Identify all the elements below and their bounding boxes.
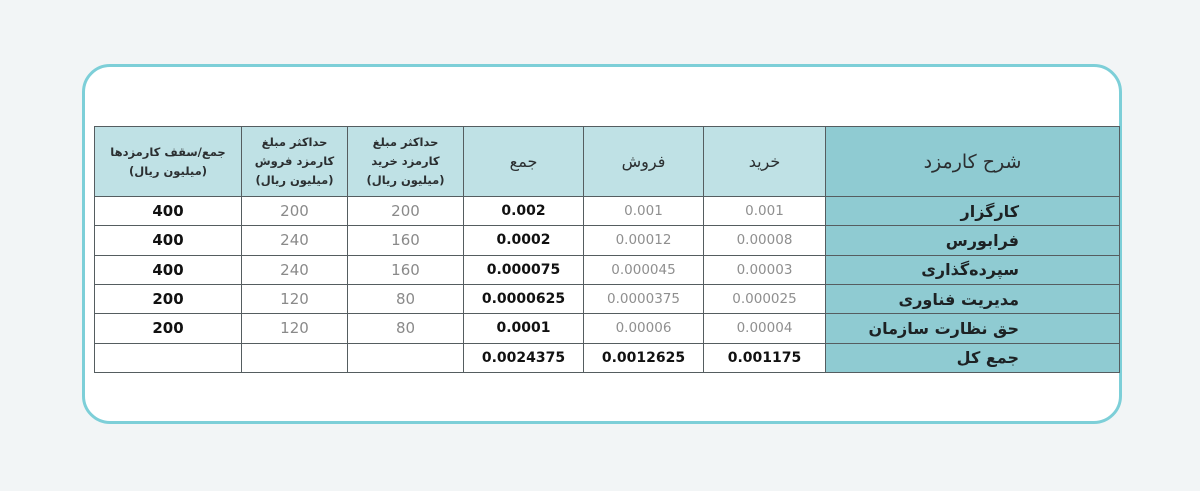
cell-max-buy: 160 bbox=[348, 255, 464, 284]
header-max-sell-line1: حداکثر مبلغ bbox=[261, 135, 328, 149]
table-row bbox=[95, 255, 1120, 284]
cell-max-buy: 200 bbox=[348, 197, 464, 226]
cell-sum: 0.0000625 bbox=[464, 284, 584, 313]
header-sum: جمع bbox=[464, 127, 584, 197]
fee-table bbox=[94, 126, 1120, 373]
row-label: حق نظارت سازمان bbox=[826, 314, 1120, 343]
header-max-buy-line3: (میلیون ریال) bbox=[366, 173, 445, 187]
row-label: مدیریت فناوری bbox=[826, 284, 1120, 313]
cell-max-buy: 80 bbox=[348, 314, 464, 343]
cell-sum: 0.0001 bbox=[464, 314, 584, 343]
row-label: فرابورس bbox=[826, 226, 1120, 255]
cell-max-sell: 120 bbox=[242, 284, 348, 313]
cell-buy: 0.00003 bbox=[704, 255, 826, 284]
table-row bbox=[95, 314, 1120, 343]
header-total-cap bbox=[95, 127, 242, 197]
cell-grand-sell: 0.0012625 bbox=[584, 343, 704, 372]
cell-max-sell: 240 bbox=[242, 255, 348, 284]
cell-sell: 0.000045 bbox=[584, 255, 704, 284]
cell-total: 400 bbox=[95, 255, 242, 284]
cell-empty bbox=[348, 343, 464, 372]
cell-max-sell: 120 bbox=[242, 314, 348, 343]
cell-total: 200 bbox=[95, 284, 242, 313]
cell-buy: 0.001 bbox=[704, 197, 826, 226]
total-row bbox=[95, 343, 1120, 372]
cell-grand-sum: 0.0024375 bbox=[464, 343, 584, 372]
cell-max-buy: 80 bbox=[348, 284, 464, 313]
header-sell: فروش bbox=[584, 127, 704, 197]
header-max-sell-line2: کارمزد فروش bbox=[254, 154, 335, 168]
cell-max-sell: 200 bbox=[242, 197, 348, 226]
table-row bbox=[95, 226, 1120, 255]
header-max-buy-line1: حداکثر مبلغ bbox=[372, 135, 439, 149]
header-max-sell bbox=[242, 127, 348, 197]
header-total-cap-line2: (میلیون ریال) bbox=[129, 163, 207, 178]
cell-total: 200 bbox=[95, 314, 242, 343]
cell-sum: 0.002 bbox=[464, 197, 584, 226]
cell-max-sell: 240 bbox=[242, 226, 348, 255]
table-row bbox=[95, 284, 1120, 313]
cell-sum: 0.0002 bbox=[464, 226, 584, 255]
header-max-buy-line2: کارمزد خرید bbox=[371, 154, 440, 168]
table-row bbox=[95, 197, 1120, 226]
cell-sell: 0.0000375 bbox=[584, 284, 704, 313]
row-label-total: جمع کل bbox=[826, 343, 1120, 372]
cell-sell: 0.00006 bbox=[584, 314, 704, 343]
row-label: کارگزار bbox=[826, 197, 1120, 226]
cell-total: 400 bbox=[95, 226, 242, 255]
row-label: سپرده‌گذاری bbox=[826, 255, 1120, 284]
cell-sum: 0.000075 bbox=[464, 255, 584, 284]
cell-buy: 0.00004 bbox=[704, 314, 826, 343]
cell-buy: 0.000025 bbox=[704, 284, 826, 313]
header-buy: خرید bbox=[704, 127, 826, 197]
cell-sell: 0.001 bbox=[584, 197, 704, 226]
cell-max-buy: 160 bbox=[348, 226, 464, 255]
header-max-buy bbox=[348, 127, 464, 197]
header-row bbox=[95, 127, 1120, 197]
cell-empty bbox=[95, 343, 242, 372]
cell-total: 400 bbox=[95, 197, 242, 226]
cell-sell: 0.00012 bbox=[584, 226, 704, 255]
header-max-sell-line3: (میلیون ریال) bbox=[255, 173, 334, 187]
cell-buy: 0.00008 bbox=[704, 226, 826, 255]
cell-empty bbox=[242, 343, 348, 372]
header-total-cap-line1: جمع/سقف کارمزدها bbox=[110, 144, 226, 159]
header-description: شرح کارمزد bbox=[826, 127, 1120, 197]
cell-grand-buy: 0.001175 bbox=[704, 343, 826, 372]
